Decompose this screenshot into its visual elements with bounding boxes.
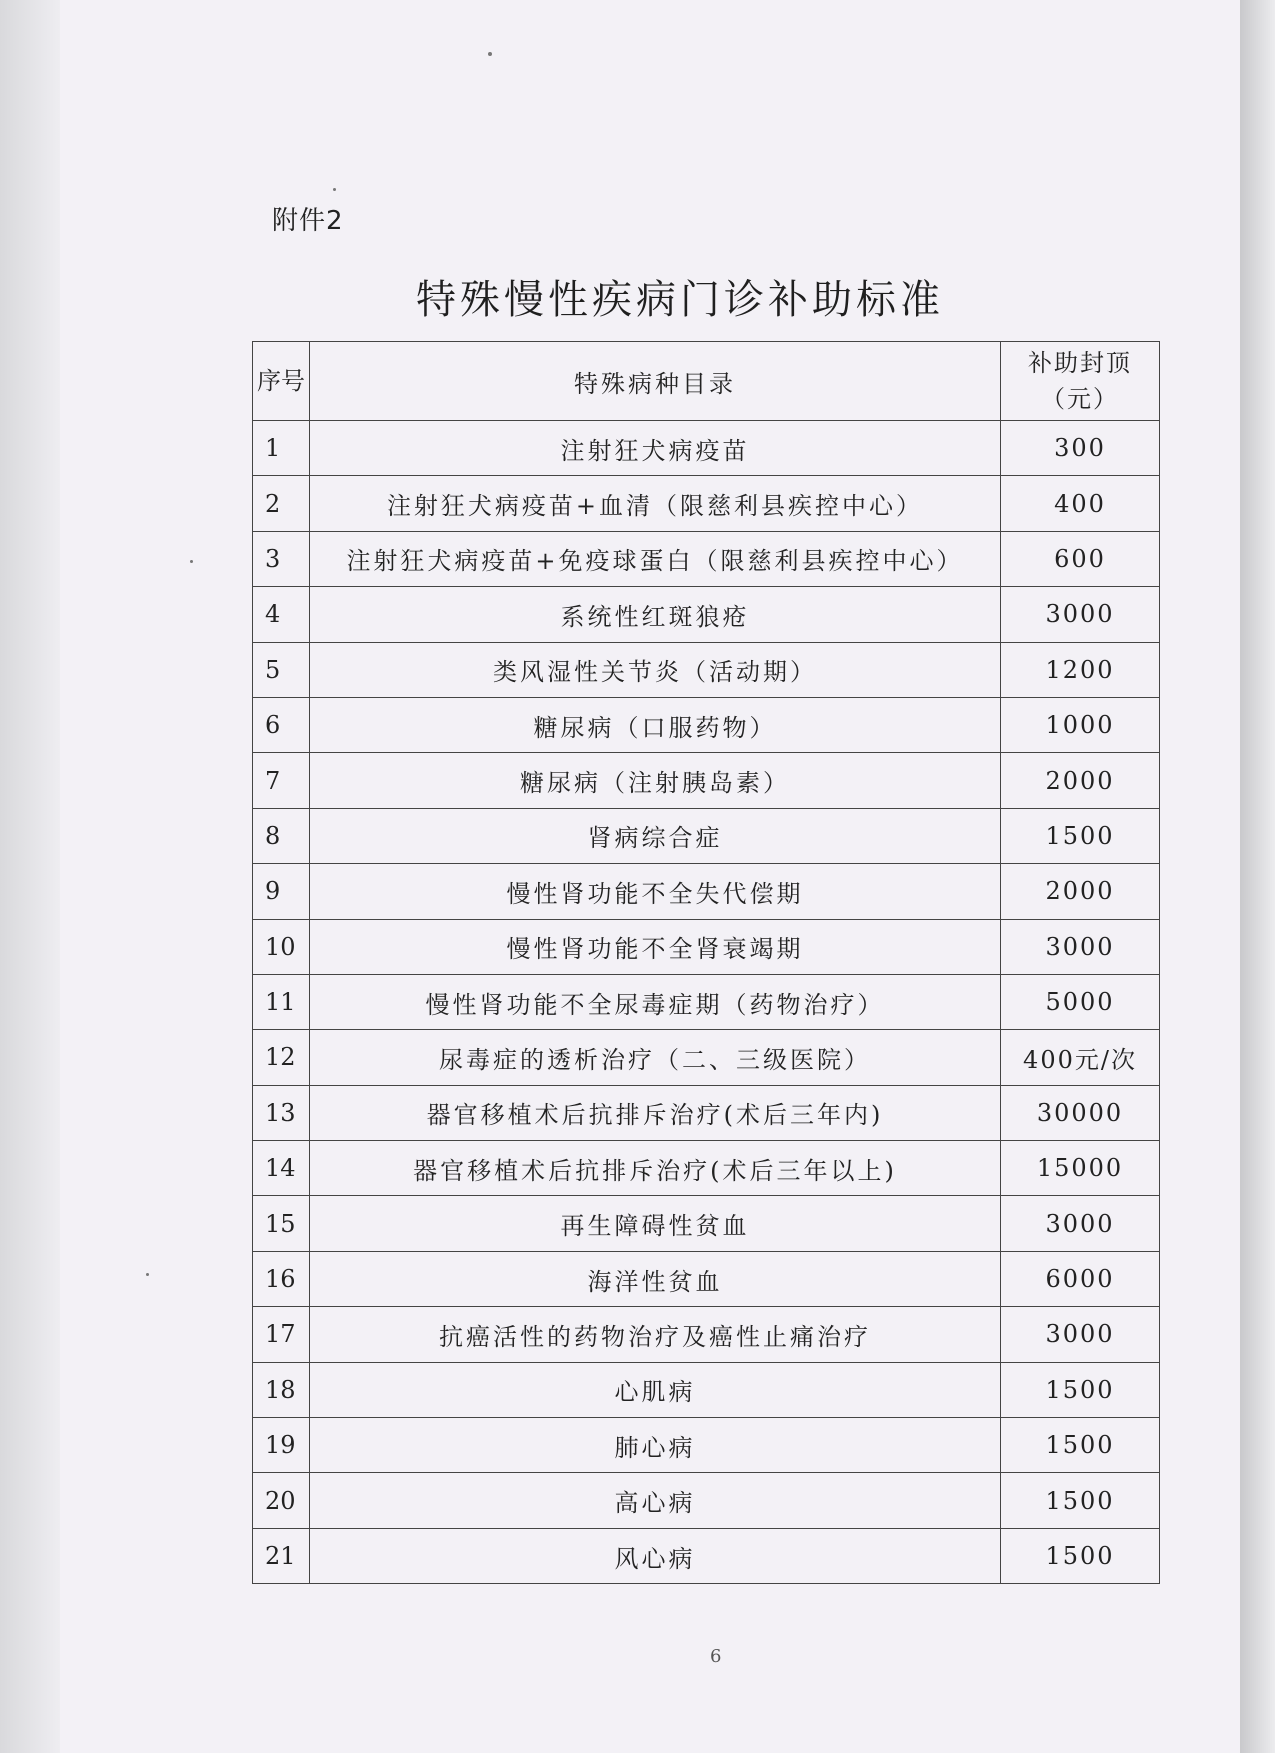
scan-speck (146, 1273, 149, 1276)
row-subsidy-cap: 1500 (1001, 1528, 1160, 1583)
row-disease-name: 心肌病 (310, 1362, 1001, 1417)
table-row (253, 1141, 1160, 1196)
row-subsidy-cap: 15000 (1001, 1141, 1160, 1196)
row-disease-name: 注射狂犬病疫苗+血清（限慈利县疾控中心） (310, 476, 1001, 531)
table-row (253, 697, 1160, 752)
attachment-label: 附件2 (272, 206, 344, 236)
row-disease-name: 系统性红斑狼疮 (310, 587, 1001, 642)
table-row (253, 753, 1160, 808)
scan-right-edge (1240, 0, 1275, 1753)
row-disease-name: 慢性肾功能不全尿毒症期（药物治疗） (310, 974, 1001, 1029)
row-subsidy-cap: 1500 (1001, 1362, 1160, 1417)
row-subsidy-cap: 5000 (1001, 974, 1160, 1029)
row-disease-name: 慢性肾功能不全肾衰竭期 (310, 919, 1001, 974)
row-subsidy-cap: 2000 (1001, 753, 1160, 808)
row-serial-number: 1 (253, 421, 310, 476)
table-row (253, 476, 1160, 531)
row-serial-number: 12 (253, 1030, 310, 1085)
table-row (253, 531, 1160, 586)
row-subsidy-cap: 6000 (1001, 1251, 1160, 1306)
row-disease-name: 尿毒症的透析治疗（二、三级医院） (310, 1030, 1001, 1085)
table-row (253, 1196, 1160, 1251)
table-row (253, 642, 1160, 697)
row-serial-number: 7 (253, 753, 310, 808)
row-subsidy-cap: 3000 (1001, 1196, 1160, 1251)
row-subsidy-cap: 30000 (1001, 1085, 1160, 1140)
header-subsidy-cap: 补助封顶（元） (1001, 342, 1160, 421)
row-disease-name: 慢性肾功能不全失代偿期 (310, 864, 1001, 919)
row-subsidy-cap: 1000 (1001, 697, 1160, 752)
row-serial-number: 6 (253, 697, 310, 752)
table-row (253, 1085, 1160, 1140)
table-row (253, 1362, 1160, 1417)
row-serial-number: 16 (253, 1251, 310, 1306)
table-row (253, 587, 1160, 642)
row-disease-name: 注射狂犬病疫苗+免疫球蛋白（限慈利县疾控中心） (310, 531, 1001, 586)
row-subsidy-cap: 1500 (1001, 1418, 1160, 1473)
row-subsidy-cap: 2000 (1001, 864, 1160, 919)
row-subsidy-cap: 600 (1001, 531, 1160, 586)
row-subsidy-cap: 1500 (1001, 808, 1160, 863)
row-disease-name: 海洋性贫血 (310, 1251, 1001, 1306)
row-disease-name: 再生障碍性贫血 (310, 1196, 1001, 1251)
row-disease-name: 风心病 (310, 1528, 1001, 1583)
row-serial-number: 4 (253, 587, 310, 642)
page-number: 6 (710, 1646, 722, 1667)
table-row (253, 1030, 1160, 1085)
row-serial-number: 19 (253, 1418, 310, 1473)
row-subsidy-cap: 3000 (1001, 587, 1160, 642)
row-subsidy-cap: 300 (1001, 421, 1160, 476)
row-subsidy-cap: 1500 (1001, 1473, 1160, 1528)
row-serial-number: 15 (253, 1196, 310, 1251)
row-subsidy-cap: 400 (1001, 476, 1160, 531)
row-serial-number: 3 (253, 531, 310, 586)
table-row (253, 421, 1160, 476)
table-header-row (253, 342, 1160, 421)
table-row (253, 808, 1160, 863)
header-serial-number: 序号 (253, 342, 310, 421)
row-serial-number: 10 (253, 919, 310, 974)
row-disease-name: 肺心病 (310, 1418, 1001, 1473)
row-serial-number: 9 (253, 864, 310, 919)
table-row (253, 1528, 1160, 1583)
row-disease-name: 抗癌活性的药物治疗及癌性止痛治疗 (310, 1307, 1001, 1362)
row-subsidy-cap: 3000 (1001, 919, 1160, 974)
row-serial-number: 20 (253, 1473, 310, 1528)
table-row (253, 1251, 1160, 1306)
scan-speck (333, 188, 336, 191)
table-row (253, 1473, 1160, 1528)
row-serial-number: 14 (253, 1141, 310, 1196)
row-subsidy-cap: 1200 (1001, 642, 1160, 697)
row-serial-number: 21 (253, 1528, 310, 1583)
row-disease-name: 肾病综合症 (310, 808, 1001, 863)
scan-left-margin (0, 0, 60, 1753)
row-subsidy-cap: 3000 (1001, 1307, 1160, 1362)
table-row (253, 1307, 1160, 1362)
table-row (253, 974, 1160, 1029)
row-serial-number: 8 (253, 808, 310, 863)
row-serial-number: 5 (253, 642, 310, 697)
header-disease-catalog: 特殊病种目录 (310, 342, 1001, 421)
scan-speck (190, 560, 193, 563)
row-disease-name: 类风湿性关节炎（活动期） (310, 642, 1001, 697)
row-disease-name: 高心病 (310, 1473, 1001, 1528)
table-row (253, 864, 1160, 919)
row-serial-number: 18 (253, 1362, 310, 1417)
row-serial-number: 11 (253, 974, 310, 1029)
row-disease-name: 注射狂犬病疫苗 (310, 421, 1001, 476)
row-serial-number: 13 (253, 1085, 310, 1140)
row-disease-name: 器官移植术后抗排斥治疗(术后三年内) (310, 1085, 1001, 1140)
table-row (253, 1418, 1160, 1473)
row-disease-name: 糖尿病（注射胰岛素） (310, 753, 1001, 808)
row-serial-number: 17 (253, 1307, 310, 1362)
subsidy-standard-table (252, 341, 1160, 1584)
table-row (253, 919, 1160, 974)
scan-speck (488, 52, 492, 56)
document-title: 特殊慢性疾病门诊补助标准 (416, 277, 944, 323)
row-disease-name: 糖尿病（口服药物） (310, 697, 1001, 752)
row-disease-name: 器官移植术后抗排斥治疗(术后三年以上) (310, 1141, 1001, 1196)
row-subsidy-cap: 400元/次 (1001, 1030, 1160, 1085)
row-serial-number: 2 (253, 476, 310, 531)
